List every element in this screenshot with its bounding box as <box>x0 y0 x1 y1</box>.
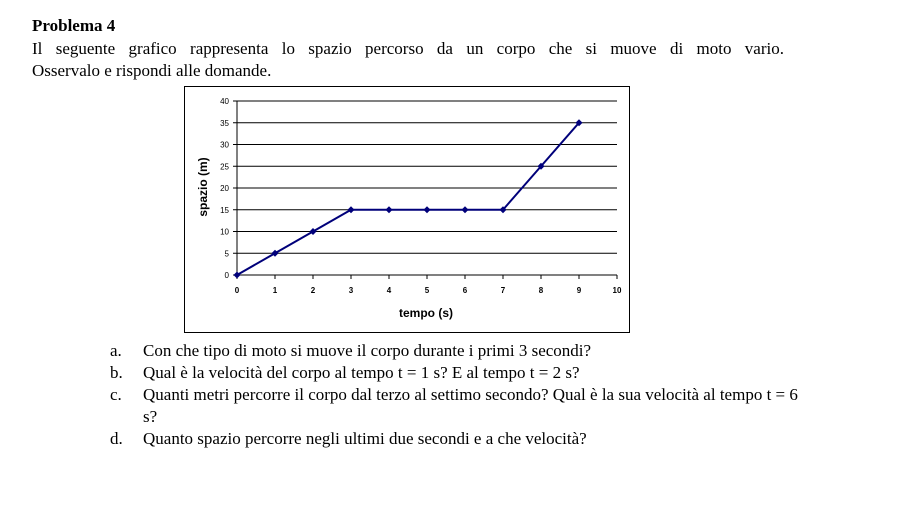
data-point-marker <box>462 206 469 213</box>
y-tick-label: 30 <box>220 140 229 150</box>
question-text: Qual è la velocità del corpo al tempo t = 1 s? E al tempo t = 2 s? <box>143 363 580 382</box>
y-tick-labels <box>220 97 229 280</box>
y-tick-label: 0 <box>224 271 229 280</box>
x-tick-label: 8 <box>538 286 544 295</box>
series-line <box>237 123 579 275</box>
intro-line-1: Il seguente grafico rappresenta lo spazio percorso da un corpo che si muove di moto vario. <box>32 39 784 58</box>
question-letter: c. <box>110 385 122 404</box>
x-tick-label: 10 <box>612 286 622 295</box>
x-tick-label: 5 <box>424 286 430 295</box>
y-tick-label: 25 <box>220 162 229 172</box>
problem-title: Problema 4 <box>32 16 116 35</box>
question-c <box>110 384 800 428</box>
y-tick-label: 35 <box>220 118 229 128</box>
question-text: Quanti metri percorre il corpo dal terzo al settimo secondo? Qual è la sua velocità al tempo t = 6 s? <box>143 385 798 426</box>
question-letter: d. <box>110 429 123 448</box>
x-axis-label: tempo (s) <box>399 306 453 320</box>
question-text: Con che tipo di moto si muove il corpo durante i primi 3 secondi? <box>143 341 592 360</box>
x-tick-label: 2 <box>310 286 316 295</box>
distance-time-chart <box>184 86 630 333</box>
x-tick-label: 7 <box>500 286 506 295</box>
grid-lines <box>237 101 617 253</box>
intro-line-2: Osservalo e rispondi alle domande. <box>32 61 272 80</box>
y-tick-label: 40 <box>220 97 229 106</box>
question-text: Quanto spazio percorre negli ultimi due secondi e a che velocità? <box>143 429 587 448</box>
y-tick-label: 10 <box>220 227 229 237</box>
x-tick-label: 4 <box>386 286 392 295</box>
question-letter: b. <box>110 363 123 382</box>
axes <box>233 101 617 279</box>
question-letter: a. <box>110 341 122 360</box>
y-axis-label: spazio (m) <box>196 157 210 217</box>
data-series <box>234 119 583 278</box>
y-tick-label: 5 <box>224 249 229 259</box>
x-tick-label: 6 <box>462 286 468 295</box>
x-tick-label: 1 <box>272 286 278 295</box>
question-b <box>110 362 800 384</box>
chart-svg <box>185 87 631 334</box>
data-point-marker <box>386 206 393 213</box>
x-tick-label: 9 <box>576 286 582 295</box>
question-list <box>110 340 800 450</box>
x-tick-label: 3 <box>348 286 354 295</box>
question-d <box>110 428 800 450</box>
x-tick-labels <box>235 286 622 295</box>
problem-intro <box>32 38 784 82</box>
y-tick-label: 15 <box>220 205 229 215</box>
y-tick-label: 20 <box>220 184 229 193</box>
x-tick-label: 0 <box>234 286 240 295</box>
data-point-marker <box>424 206 431 213</box>
question-a <box>110 340 800 362</box>
